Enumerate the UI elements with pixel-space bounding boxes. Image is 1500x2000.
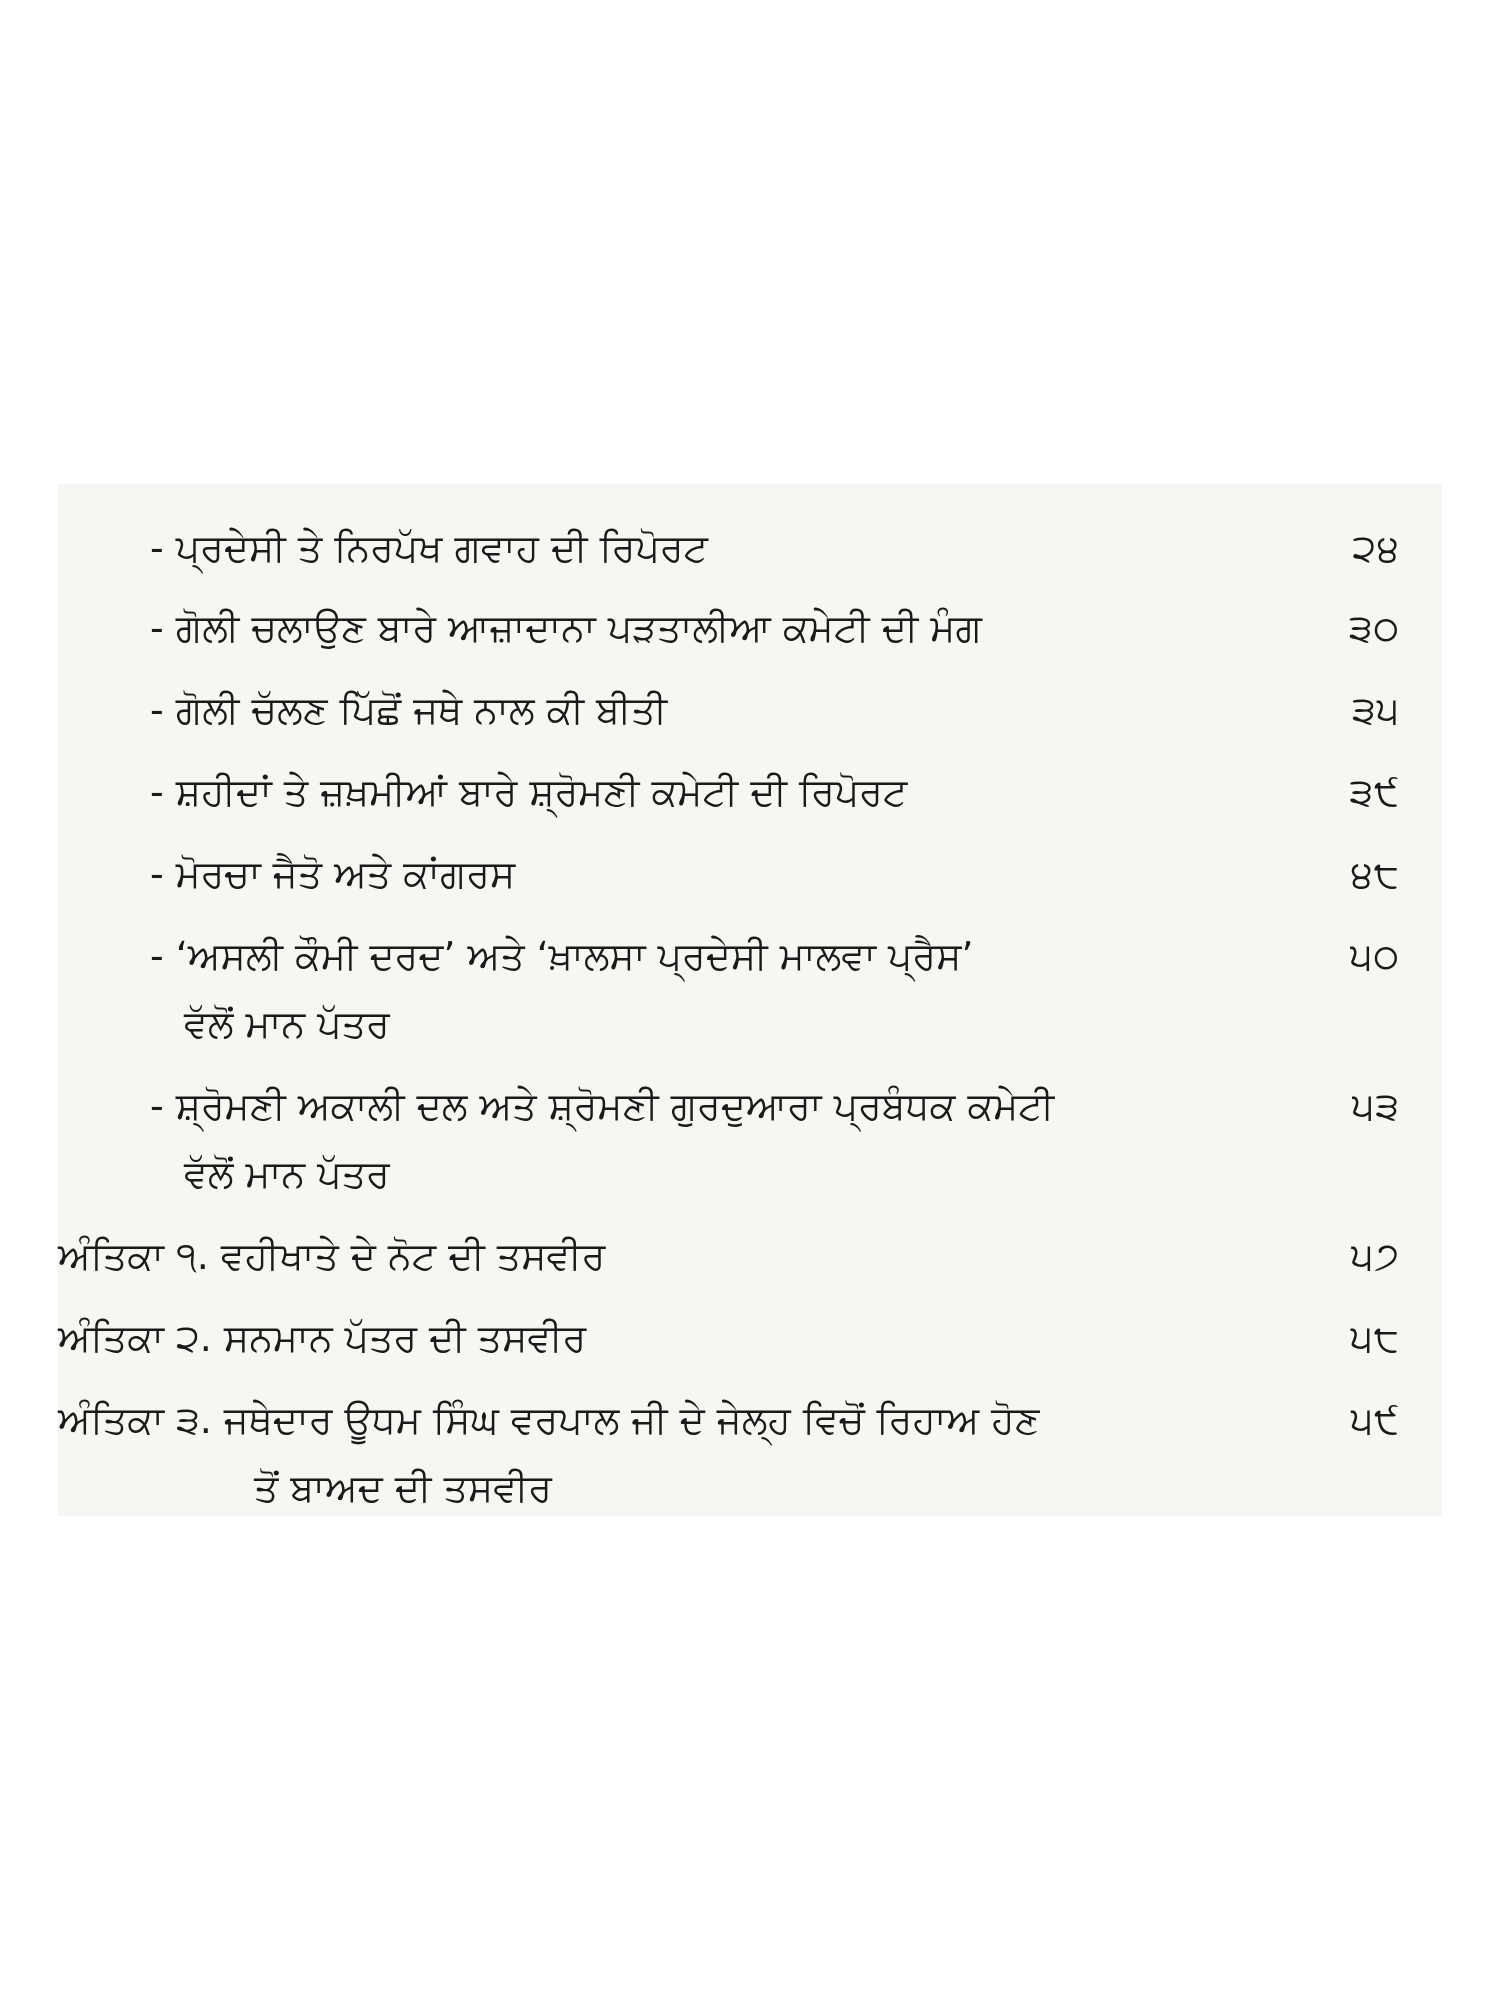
- toc-entry-title-continued: ਵੱਲੋਂ ਮਾਨ ਪੱਤਰ: [184, 1152, 390, 1196]
- toc-entry-title: ਅੰਤਿਕਾ ੨. ਸਨਮਾਨ ਪੱਤਰ ਦੀ ਤਸਵੀਰ: [58, 1316, 587, 1360]
- toc-entry-page: ੫੩: [1351, 1084, 1400, 1128]
- toc-entry-title: ਅੰਤਿਕਾ ੧. ਵਹੀਖਾਤੇ ਦੇ ਨੋਟ ਦੀ ਤਸਵੀਰ: [58, 1234, 606, 1278]
- toc-entry-title: - ਸ਼੍ਰੋਮਣੀ ਅਕਾਲੀ ਦਲ ਅਤੇ ਸ਼੍ਰੋਮਣੀ ਗੁਰਦੁਆਰਾ ਪ੍ਰਬੰਧਕ ਕਮੇਟੀ: [150, 1084, 1055, 1128]
- toc-entry-page: ੫੭: [1351, 1234, 1400, 1278]
- toc-entry-page: ੩੦: [1348, 606, 1400, 650]
- toc-entry-title: - ਪ੍ਰਦੇਸੀ ਤੇ ਨਿਰਪੱਖ ਗਵਾਹ ਦੀ ਰਿਪੋਰਟ: [150, 526, 708, 570]
- toc-entry-page: ੨੪: [1352, 526, 1400, 570]
- toc-entry-page: ੪੮: [1350, 852, 1400, 896]
- toc-entry-title-continued: ਤੋਂ ਬਾਅਦ ਦੀ ਤਸਵੀਰ: [254, 1466, 552, 1510]
- toc-entry-title-continued: ਵੱਲੋਂ ਮਾਨ ਪੱਤਰ: [184, 1002, 390, 1046]
- toc-entry-page: ੫੮: [1350, 1316, 1400, 1360]
- toc-entry-page: ੫੦: [1350, 934, 1400, 978]
- toc-entry-title: - ਗੋਲੀ ਚੱਲਣ ਪਿੱਛੋਂ ਜਥੇ ਨਾਲ ਕੀ ਬੀਤੀ: [150, 688, 668, 732]
- toc-entry-title: ਅੰਤਿਕਾ ੩. ਜਥੇਦਾਰ ਊਧਮ ਸਿੰਘ ਵਰਪਾਲ ਜੀ ਦੇ ਜੇਲ੍ਹ ਵਿਚੋਂ ਰਿਹਾਅ ਹੋਣ: [58, 1398, 1040, 1442]
- toc-entry-page: ੩੯: [1349, 770, 1400, 814]
- toc-entry-title: - ਮੋਰਚਾ ਜੈਤੋ ਅਤੇ ਕਾਂਗਰਸ: [150, 852, 516, 896]
- table-of-contents: [58, 484, 1442, 1516]
- scanned-page: [58, 484, 1442, 1516]
- toc-entry-page: ੫੯: [1350, 1398, 1400, 1442]
- toc-entry-page: ੩੫: [1351, 688, 1400, 732]
- toc-entry-title: - ‘ਅਸਲੀ ਕੌਮੀ ਦਰਦ’ ਅਤੇ ‘ਖ਼ਾਲਸਾ ਪ੍ਰਦੇਸੀ ਮਾਲਵਾ ਪ੍ਰੈਸ’: [150, 934, 974, 978]
- toc-entry-title: - ਗੋਲੀ ਚਲਾਉਣ ਬਾਰੇ ਆਜ਼ਾਦਾਨਾ ਪੜਤਾਲੀਆ ਕਮੇਟੀ ਦੀ ਮੰਗ: [150, 606, 982, 650]
- toc-entry-title: - ਸ਼ਹੀਦਾਂ ਤੇ ਜ਼ਖ਼ਮੀਆਂ ਬਾਰੇ ਸ਼੍ਰੋਮਣੀ ਕਮੇਟੀ ਦੀ ਰਿਪੋਰਟ: [150, 770, 908, 814]
